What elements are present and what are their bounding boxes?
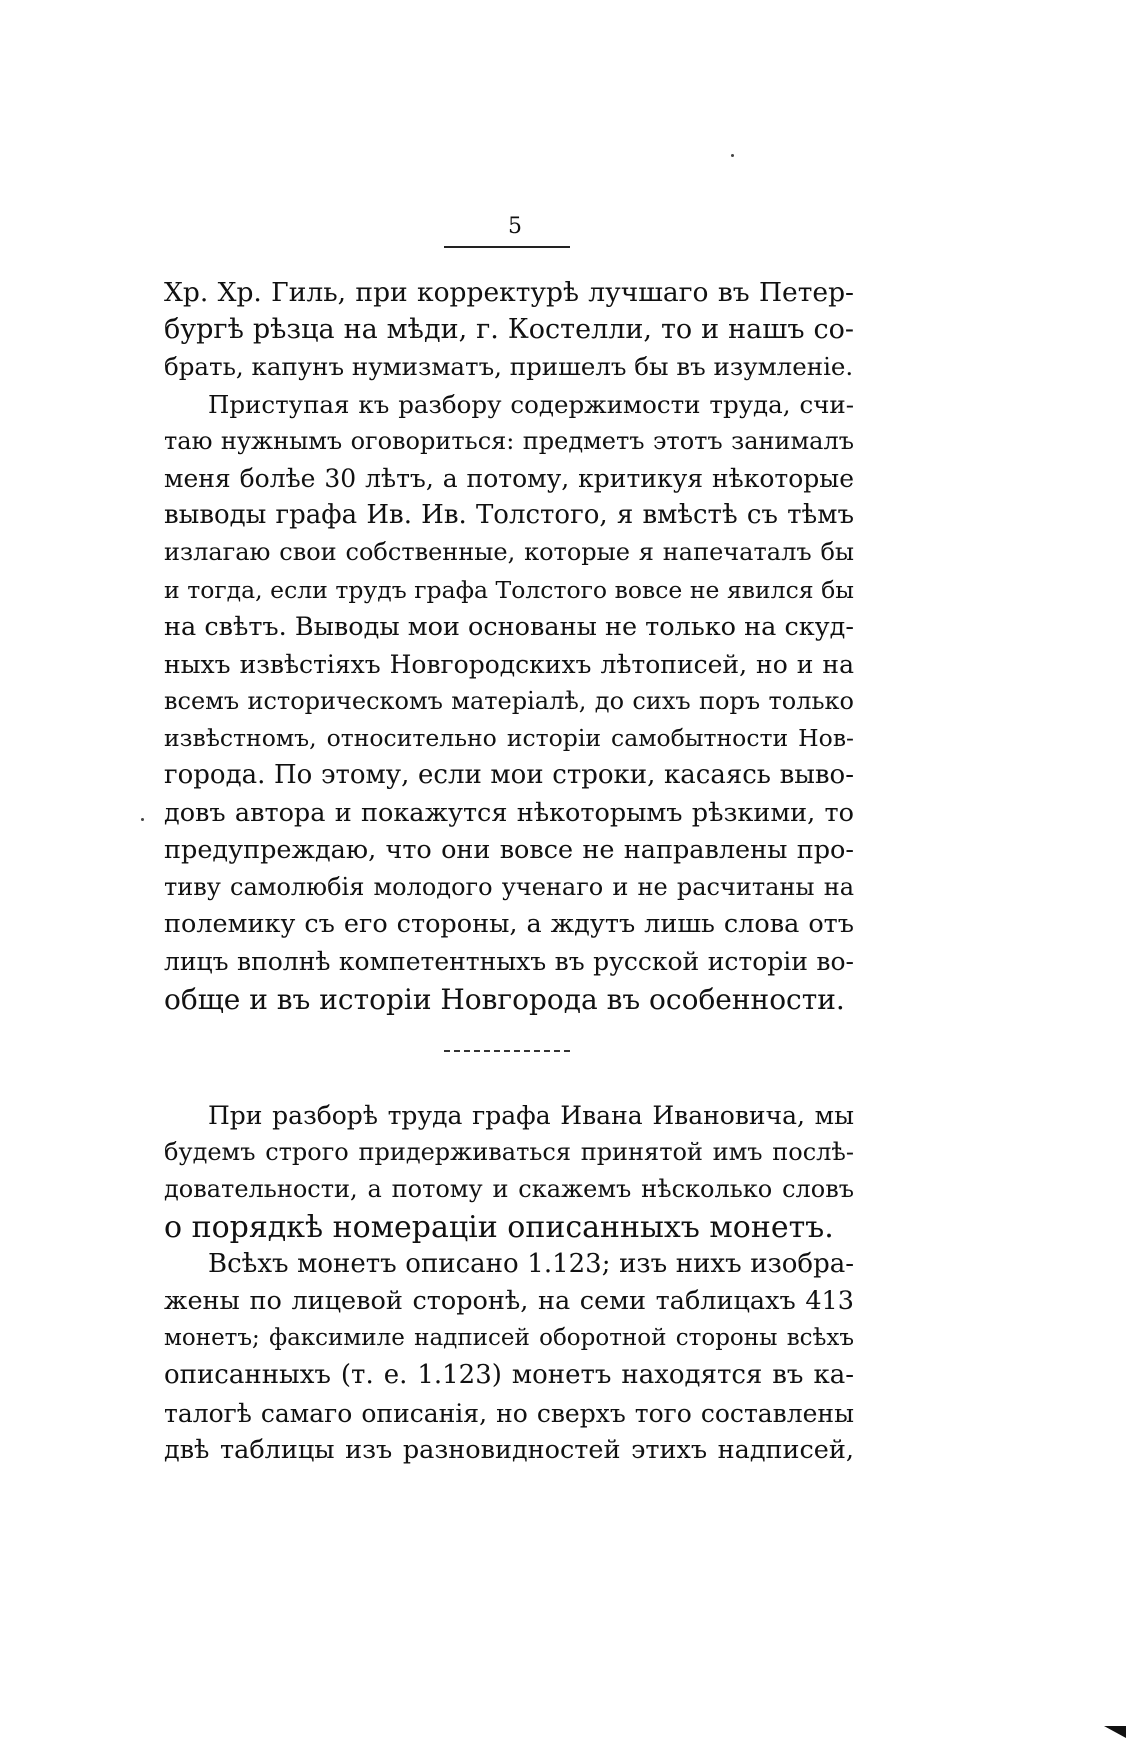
scan-speck xyxy=(141,818,144,821)
text-line: довательности, а потому и скажемъ нѣсколько словъ xyxy=(164,1175,854,1204)
text-line: Всѣхъ монетъ описано 1.123; изъ нихъ изобра- xyxy=(208,1248,854,1279)
text-line: предупреждаю, что они вовсе не направлены про- xyxy=(164,834,854,865)
paragraph-group-1 xyxy=(164,274,854,1018)
text-line: брать, капунъ нумизматъ, пришелъ бы въ изумленіе. xyxy=(164,352,854,382)
text-line: Хр. Хр. Гиль, при корректурѣ лучшаго въ Петер- xyxy=(164,277,854,308)
text-line: всемъ историческомъ матеріалѣ, до сихъ поръ только xyxy=(164,687,854,716)
text-line: о порядкѣ номераціи описанныхъ монетъ. xyxy=(164,1209,834,1245)
text-line: При разборѣ труда графа Ивана Ивановича, мы xyxy=(208,1101,854,1130)
text-line: лицъ вполнѣ компетентныхъ въ русской исторіи во- xyxy=(164,947,854,977)
text-line: бургѣ рѣзца на мѣди, г. Костелли, то и нашъ со- xyxy=(164,314,854,346)
paragraph-group-2 xyxy=(164,1097,854,1469)
text-line: довъ автора и покажутся нѣкоторымъ рѣзкими, то xyxy=(164,797,854,828)
page-number: 5 xyxy=(508,214,522,239)
text-line: обще и въ исторіи Новгорода въ особенности. xyxy=(164,982,845,1016)
text-line: двѣ таблицы изъ разновидностей этихъ надписей, xyxy=(164,1434,854,1465)
text-line: талогѣ самаго описанія, но сверхъ того составлены xyxy=(164,1398,854,1428)
text-line: описанныхъ (т. е. 1.123) монетъ находятся въ ка- xyxy=(164,1360,854,1391)
text-line: монетъ; факсимиле надписей оборотной стороны всѣхъ xyxy=(164,1325,854,1352)
corner-mark xyxy=(1104,1726,1126,1738)
text-line: полемику съ его стороны, а ждутъ лишь слова отъ xyxy=(164,909,854,940)
text-line: меня болѣе 30 лѣтъ, а потому, критикуя нѣкоторые xyxy=(164,463,854,493)
text-line: ныхъ извѣстіяхъ Новгородскихъ лѣтописей, но и на xyxy=(164,649,854,679)
text-line: тиву самолюбія молодого ученаго и не расчитаны на xyxy=(164,873,854,901)
text-line: жены по лицевой сторонѣ, на семи таблицахъ 413 xyxy=(164,1285,854,1316)
text-line: и тогда, если трудъ графа Толстого вовсе не явился бы xyxy=(164,575,854,604)
text-line: излагаю свои собственные, которые я напечаталъ бы xyxy=(164,538,854,567)
scan-speck xyxy=(731,154,734,157)
header-rule xyxy=(444,246,570,248)
text-line: города. По этому, если мои строки, касаясь выво- xyxy=(164,760,854,791)
text-line: выводы графа Ив. Ив. Толстого, я вмѣстѣ съ тѣмъ xyxy=(164,500,854,531)
text-line: Приступая къ разбору содержимости труда, счи- xyxy=(208,389,854,419)
text-line: будемъ строго придерживаться принятой имъ послѣ- xyxy=(164,1138,854,1167)
text-line: извѣстномъ, относительно исторіи самобытности Нов- xyxy=(164,724,854,753)
text-line: таю нужнымъ оговориться: предметъ этотъ занималъ xyxy=(164,426,854,455)
section-divider xyxy=(444,1050,570,1052)
text-line: на свѣтъ. Выводы мои основаны не только на скуд- xyxy=(164,611,854,642)
